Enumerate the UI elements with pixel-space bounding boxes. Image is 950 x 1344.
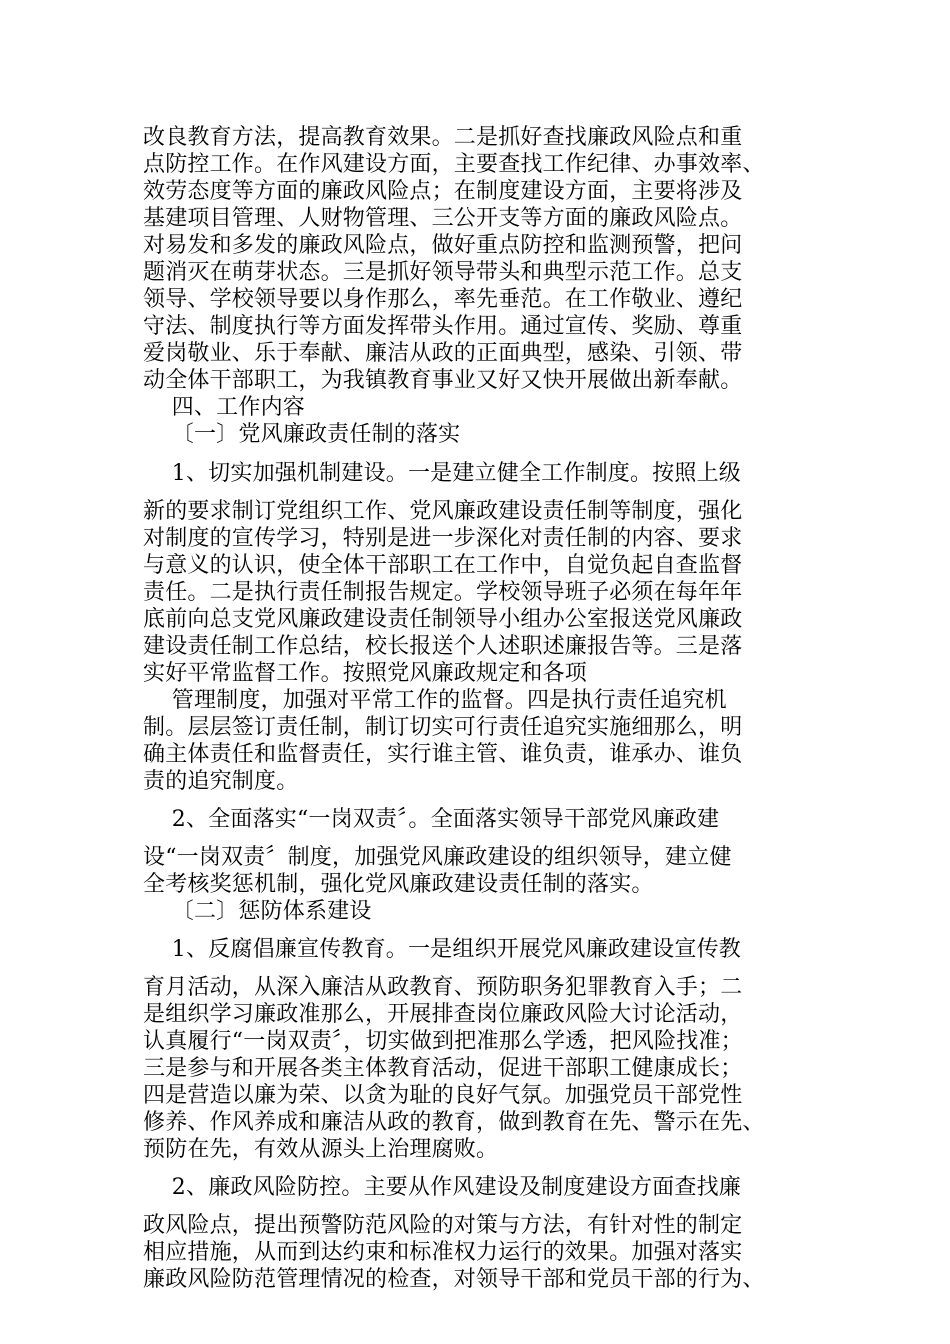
text-line: 责任。二是执行责任制报告规定。学校领导班子必须在每年年 [143,580,743,605]
text-line: 与意义的认识，使全体干部职工在工作中，自觉负起自查监督 [143,553,743,578]
text-line: 对易发和多发的廉政风险点，做好重点防控和监测预警，把问 [143,233,743,258]
subsection-heading: 〔二〕惩防体系建设 [143,899,372,924]
text-line: 政风险点，提出预警防范风险的对策与方法，有针对性的制定 [143,1213,743,1238]
text-line: 1、切实加强机制建设。一是建立健全工作制度。按照上级 [143,461,741,486]
text-line: 基建项目管理、人财物管理、三公开支等方面的廉政风险点。 [143,206,743,231]
text-line: 爱岗敬业、乐于奉献、廉洁从政的正面典型，感染、引领、带 [143,341,743,366]
text-line: 管理制度，加强对平常工作的监督。四是执行责任追究机 [143,688,727,713]
text-line: 相应措施，从而到达约束和标准权力运行的效果。加强对落实 [143,1240,743,1265]
text-line: 预防在先，有效从源头上治理腐败。 [143,1137,499,1162]
text-line: 2、全面落实“一岗双责〞。全面落实领导干部党风廉政建 [143,807,720,832]
text-line: 修养、作风养成和廉洁从政的教育，做到教育在先、警示在先、 [143,1110,765,1135]
text-line: 新的要求制订党组织工作、党风廉政建设责任制等制度，强化 [143,499,743,524]
section-heading: 四、工作内容 [143,395,305,420]
text-line: 守法、制度执行等方面发挥带头作用。通过宣传、奖励、尊重 [143,314,743,339]
text-line: 制。层层签订责任制，制订切实可行责任追究实施细那么，明 [143,715,743,740]
text-line: 全考核奖惩机制，强化党风廉政建设责任制的落实。 [143,872,654,897]
text-line: 三是参与和开展各类主体教育活动，促进干部职工健康成长； [143,1056,743,1081]
text-line: 建设责任制工作总结，校长报送个人述职述廉报告等。三是落 [143,634,743,659]
text-line: 改良教育方法，提高教育效果。二是抓好查找廉政风险点和重 [143,125,743,150]
text-line: 认真履行“一岗双责〞，切实做到把准那么学透，把风险找准； [143,1029,743,1054]
text-line: 廉政风险防范管理情况的检查，对领导干部和党员干部的行为、 [143,1267,765,1292]
text-line: 育月活动，从深入廉洁从政教育、预防职务犯罪教育入手；二 [143,975,743,1000]
text-line: 效劳态度等方面的廉政风险点；在制度建设方面，主要将涉及 [143,179,743,204]
text-line: 动全体干部职工，为我镇教育事业又好又快开展做出新奉献。 [143,368,743,393]
text-line: 点防控工作。在作风建设方面，主要查找工作纪律、办事效率、 [143,152,765,177]
text-line: 题消灭在萌芽状态。三是抓好领导带头和典型示范工作。总支 [143,260,743,285]
text-line: 对制度的宣传学习，特别是进一步深化对责任制的内容、要求 [143,526,743,551]
text-line: 确主体责任和监督责任，实行谁主管、谁负责，谁承办、谁负 [143,742,743,767]
text-line: 领导、学校领导要以身作那么，率先垂范。在工作敬业、遵纪 [143,287,743,312]
subsection-heading: 〔一〕党风廉政责任制的落实 [143,422,461,447]
text-line: 实好平常监督工作。按照党风廉政规定和各项 [143,661,588,686]
text-line: 是组织学习廉政准那么，开展排查岗位廉政风险大讨论活动， [143,1002,743,1027]
text-line: 四是营造以廉为荣、以贪为耻的良好气氛。加强党员干部党性 [143,1083,743,1108]
text-line: 底前向总支党风廉政建设责任制领导小组办公室报送党风廉政 [143,607,743,632]
text-line: 2、廉政风险防控。主要从作风建设及制度建设方面查找廉 [143,1175,741,1200]
text-line: 1、反腐倡廉宣传教育。一是组织开展党风廉政建设宣传教 [143,937,741,962]
text-line: 责的追究制度。 [143,769,299,794]
text-line: 设“一岗双责〞制度，加强党风廉政建设的组织领导，建立健 [143,845,732,870]
